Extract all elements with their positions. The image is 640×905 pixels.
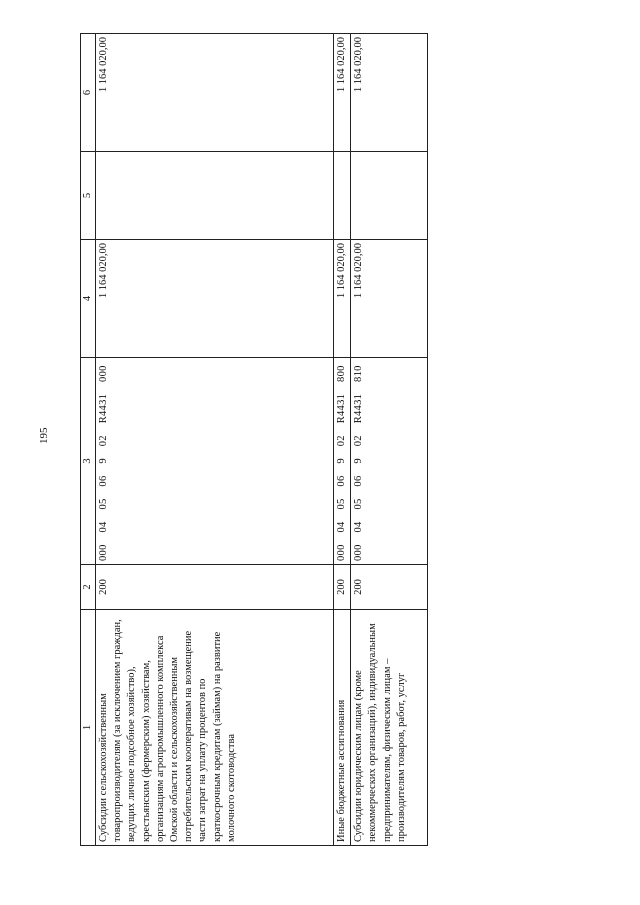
table-row — [351, 34, 428, 846]
header-col-5: 5 — [81, 152, 96, 240]
row-col6-amount: 1 164 020,00 — [96, 34, 334, 152]
rotated-table-container — [80, 34, 439, 846]
header-col-1: 1 — [81, 610, 96, 846]
row-col4-amount: 1 164 020,00 — [351, 240, 428, 358]
table-row — [334, 34, 351, 846]
row-code: 200 — [351, 565, 428, 610]
row-code: 200 — [96, 565, 334, 610]
table-header-row — [81, 34, 96, 846]
row-name: Субсидии юридическим лицам (кроме некоммерческих организаций), индивидуальным предпринимателям, физическим лицам – производителям товаров, работ, услуг — [351, 610, 428, 846]
row-col5-amount — [334, 152, 351, 240]
header-col-3: 3 — [81, 358, 96, 565]
table-row — [96, 34, 334, 846]
header-col-2: 2 — [81, 565, 96, 610]
row-col4-amount: 1 164 020,00 — [334, 240, 351, 358]
row-name: Субсидии сельскохозяйственным товаропроизводителям (за исключением граждан, ведущих личное подсобное хозяйство), крестьянским (фермерским) хозяйствам, организациям агропромышленного комплекса Омской области и сельскохозяйственным потребительским кооперативам на возмещение части затрат на уплату процентов по краткосрочным кредитам (займам) на развитие молочного скотоводства — [96, 610, 334, 846]
row-classification: 000 04 05 06 9 02 R4431 810 — [351, 358, 428, 565]
page-number: 195 — [38, 427, 50, 444]
header-col-6: 6 — [81, 34, 96, 152]
row-classification: 000 04 05 06 9 02 R4431 800 — [334, 358, 351, 565]
header-col-4: 4 — [81, 240, 96, 358]
row-col6-amount: 1 164 020,00 — [334, 34, 351, 152]
row-col4-amount: 1 164 020,00 — [96, 240, 334, 358]
row-col5-amount — [96, 152, 334, 240]
row-code: 200 — [334, 565, 351, 610]
budget-table — [80, 33, 428, 846]
row-name: Иные бюджетные ассигнования — [334, 610, 351, 846]
row-col6-amount: 1 164 020,00 — [351, 34, 428, 152]
row-classification: 000 04 05 06 9 02 R4431 000 — [96, 358, 334, 565]
row-col5-amount — [351, 152, 428, 240]
